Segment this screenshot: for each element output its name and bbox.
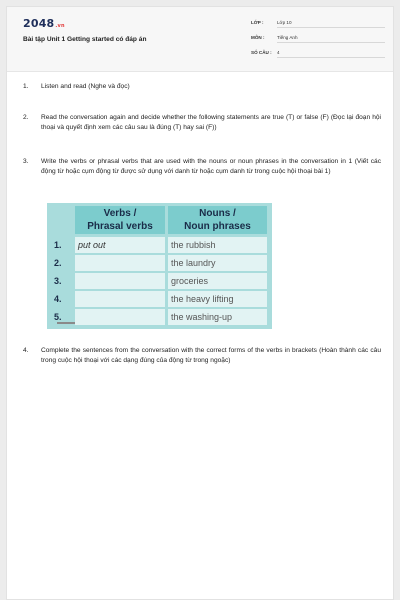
- question-text: Read the conversation again and decide whether the following statements are true (T) or false (F) (Đọc lại đoạn hội thoại và quyết định xem các câu sau là đúng (T) hay sai (F)): [41, 114, 381, 132]
- question-number: 3.: [23, 158, 29, 165]
- meta-class: [251, 20, 385, 28]
- row-number: 5.: [54, 312, 62, 322]
- logo-tld: .vn: [55, 23, 65, 29]
- question-text: Write the verbs or phrasal verbs that are used with the nouns or noun phrases in the conversation in 1 (Viết các động từ hoặc cụm động từ được sử dụng với danh từ hoặc cụm danh từ trong cuộc hội thoại bài 1): [41, 158, 381, 176]
- document-page: [6, 6, 394, 600]
- logo-text: 2048: [23, 17, 55, 30]
- meta-label: MÔN :: [251, 35, 265, 40]
- meta-label: SỐ CÂU :: [251, 50, 272, 55]
- verb-cell: [75, 291, 165, 307]
- meta-question-count: [251, 50, 385, 58]
- meta-subject: [251, 35, 385, 43]
- verb-cell: [75, 273, 165, 289]
- row-number: 2.: [54, 258, 62, 268]
- question-number: 1.: [23, 83, 29, 90]
- table-header-verbs: [75, 206, 165, 234]
- verb-cell: [75, 255, 165, 271]
- meta-value: Lớp 10: [277, 20, 385, 28]
- noun-cell: the heavy lifting: [168, 291, 267, 307]
- meta-value: 4: [277, 50, 385, 58]
- site-logo[interactable]: [23, 17, 65, 30]
- row-number: 3.: [54, 276, 62, 286]
- table-header-nouns: [168, 206, 267, 234]
- noun-cell: the washing-up: [168, 309, 267, 325]
- question-text: Complete the sentences from the conversation with the correct forms of the verbs in brackets (Hoàn thành các câu trong cuộc hội thoại với các dạng đúng của động từ trong ngoặc): [41, 347, 381, 365]
- meta-value: Tiếng Anh: [277, 35, 385, 43]
- question-number: 4.: [23, 347, 29, 354]
- row-number: 4.: [54, 294, 62, 304]
- verb-cell: [75, 309, 165, 325]
- page-title: Bài tập Unit 1 Getting started có đáp án: [23, 36, 147, 43]
- document-header: [7, 7, 393, 72]
- table-header-line: Verbs /: [103, 208, 137, 219]
- question-text: Listen and read (Nghe và đọc): [41, 83, 130, 90]
- noun-cell: groceries: [168, 273, 267, 289]
- verb-cell: put out: [75, 237, 165, 253]
- table-header-line: Phrasal verbs: [87, 220, 153, 232]
- table-header-line: Noun phrases: [184, 220, 251, 232]
- noun-cell: the laundry: [168, 255, 267, 271]
- question-number: 2.: [23, 114, 29, 121]
- table-header-line: Nouns /: [199, 208, 236, 219]
- scroll-indicator: [57, 322, 75, 324]
- meta-label: LỚP :: [251, 20, 264, 25]
- noun-cell: the rubbish: [168, 237, 267, 253]
- row-number: 1.: [54, 240, 62, 250]
- verbs-nouns-table: [47, 203, 272, 329]
